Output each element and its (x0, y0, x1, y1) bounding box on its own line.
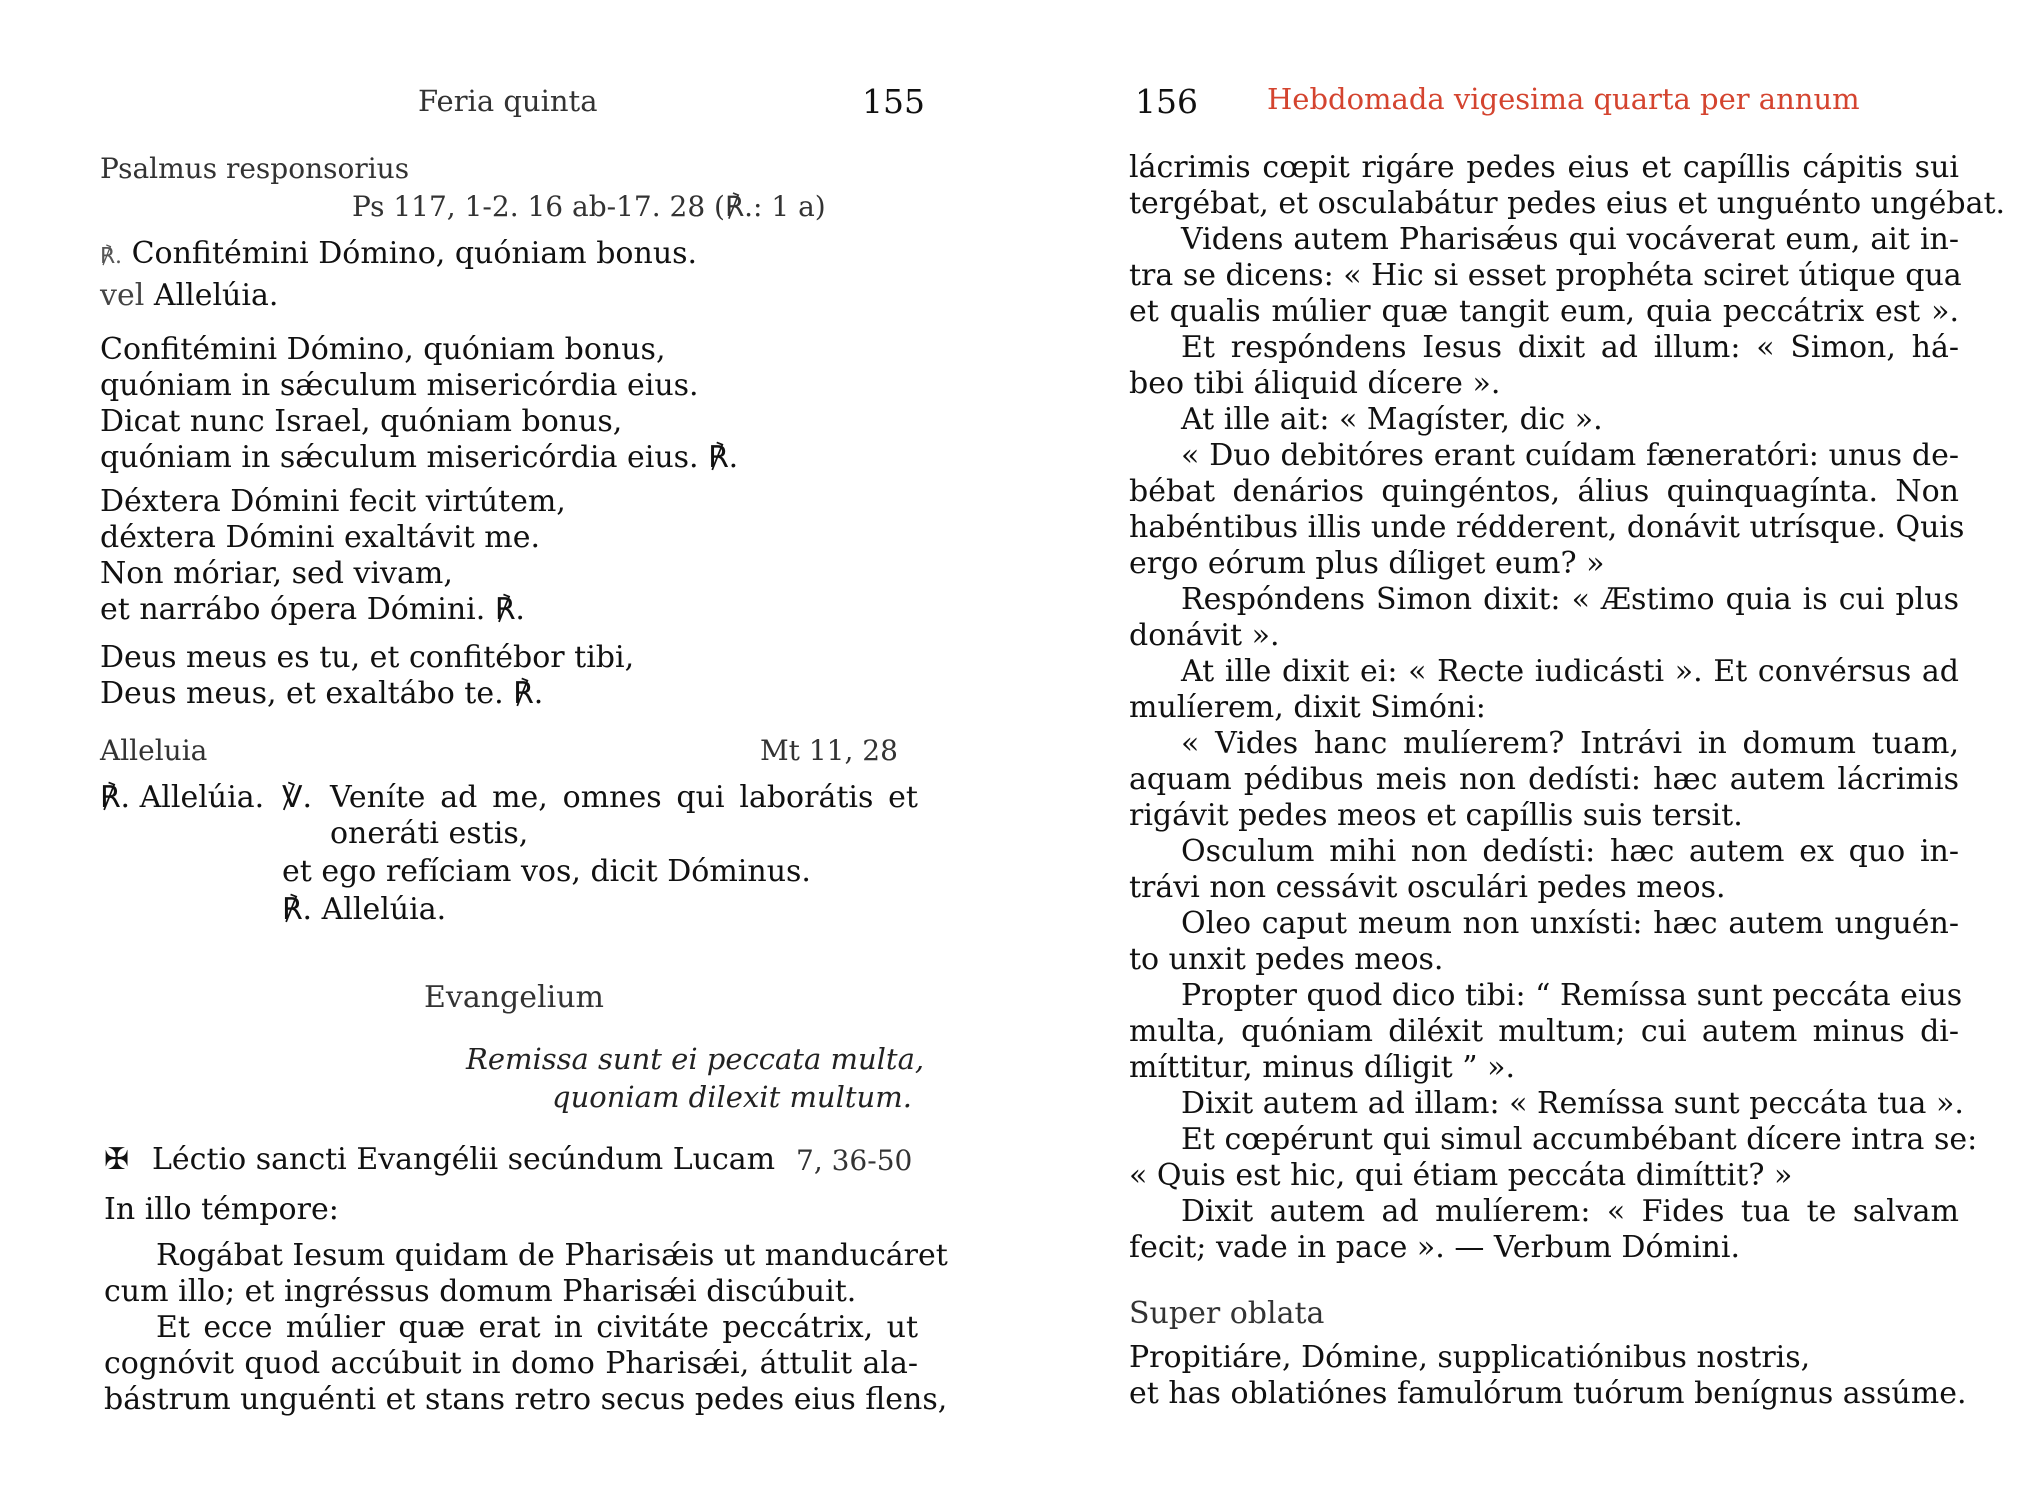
gospel-text-right (1129, 150, 2006, 1266)
response-symbol: ℟. (100, 244, 123, 269)
response-alt-text: Allelúia. (153, 278, 279, 313)
gospel-line: At ille ait: « Magíster, dic ». (1181, 402, 1603, 437)
stanza-line: Confitémini Dómino, quóniam bonus, (100, 332, 666, 367)
psalm-response (100, 236, 697, 275)
gospel-line: Propter quod dico tibi: “ Remíssa sunt peccáta eius (1181, 978, 1963, 1013)
stanza-line: Dicat nunc Israel, quóniam bonus, (100, 404, 623, 439)
gospel-line: Dixit autem ad mulíerem: « Fides tua te salvam (1181, 1194, 1959, 1229)
oblata-line: Propitiáre, Dómine, supplicatiónibus nostris, (1129, 1340, 1811, 1375)
gospel-line: tra se dicens: « Hic si esset prophéta sciret útique qua (1129, 258, 1962, 293)
running-header-left: Feria quinta (418, 84, 598, 118)
gospel-line: Osculum mihi non dedísti: hæc autem ex quo in- (1181, 834, 1959, 869)
gospel-line: ergo eórum plus díliget eum? » (1129, 546, 1605, 581)
gospel-line: « Vides hanc mulíerem? Intrávi in domum tuam, (1181, 726, 1959, 761)
gospel-line: Videns autem Pharisǽus qui vocáverat eum, ait in- (1181, 222, 1959, 257)
page-number-left: 155 (862, 82, 925, 121)
oblata-line: et has oblatiónes famulórum tuórum benígnus assúme. (1129, 1376, 1967, 1411)
stanza-line: déxtera Dómini exaltávit me. (100, 520, 541, 555)
lectio-heading: Léctio sancti Evangélii secúndum Lucam (152, 1142, 776, 1177)
gospel-line: mulíerem, dixit Simóni: (1129, 690, 1486, 725)
gospel-line: aquam pédibus meis non dedísti: hæc autem lácrimis (1129, 762, 1959, 797)
gospel-motto-line: Remissa sunt ei peccata multa, (466, 1042, 925, 1076)
psalm-stanza-2 (100, 484, 566, 628)
stanza-line: quóniam in sǽculum misericórdia eius. ℟. (100, 440, 739, 475)
psalm-reference: Ps 117, 1-2. 16 ab-17. 28 (℟.: 1 a) (352, 190, 826, 223)
running-header-right: Hebdomada vigesima quarta per annum (1267, 82, 1860, 116)
oblata-text (1129, 1340, 1966, 1412)
right-page (1011, 0, 2022, 1500)
alleluia-reference: Mt 11, 28 (760, 734, 898, 767)
cross-icon: ✠ (104, 1142, 130, 1177)
in-illo-tempore: In illo témpore: (104, 1192, 339, 1227)
psalm-response-alt (100, 278, 278, 314)
gospel-text-left (104, 1238, 948, 1418)
gospel-line: At ille dixit ei: « Recte iudicásti ». Et convérsus ad (1181, 654, 1959, 689)
alleluia-response: ℟. Allelúia. (100, 780, 265, 815)
psalm-stanza-1 (100, 332, 738, 476)
gospel-line: multa, quóniam diléxit multum; cui autem minus di- (1129, 1014, 1959, 1049)
gospel-line: bébat denários quingéntos, álius quinquagínta. Non (1129, 474, 1959, 509)
gospel-line: cognóvit quod accúbuit in domo Pharisǽi, áttulit ala- (104, 1346, 918, 1381)
gospel-line: tergébat, et osculabátur pedes eius et unguénto ungébat. (1129, 186, 2006, 221)
alleluia-verse-line: Veníte ad me, omnes qui laborátis et (330, 780, 918, 815)
stanza-line: et narrábo ópera Dómini. ℟. (100, 592, 525, 627)
gospel-line: Dixit autem ad illam: « Remíssa sunt peccáta tua ». (1181, 1086, 1964, 1121)
gospel-line: « Quis est hic, qui étiam peccáta dimíttit? » (1129, 1158, 1793, 1193)
gospel-line: lácrimis cœpit rigáre pedes eius et capíllis cápitis sui (1129, 150, 1959, 185)
stanza-line: Deus meus, et exaltábo te. ℟. (100, 676, 544, 711)
gospel-line: rigávit pedes meos et capíllis suis tersit. (1129, 798, 1743, 833)
gospel-line: to unxit pedes meos. (1129, 942, 1444, 977)
alleluia-verse-line: et ego refíciam vos, dicit Dóminus. (282, 854, 811, 889)
gospel-line: Rogábat Iesum quidam de Pharisǽis ut manducáret (156, 1238, 948, 1273)
gospel-line: et qualis múlier quæ tangit eum, quia peccátrix est ». (1129, 294, 1959, 329)
super-oblata-title: Super oblata (1129, 1296, 1325, 1331)
gospel-line: Oleo caput meum non unxísti: hæc autem unguén- (1181, 906, 1959, 941)
versicle-symbol: ℣. (282, 780, 313, 815)
gospel-line: Respóndens Simon dixit: « Æstimo quia is cui plus (1181, 582, 1959, 617)
page-number-right: 156 (1135, 82, 1198, 121)
gospel-line: Et cœpérunt qui simul accumbébant dícere intra se: (1181, 1122, 1978, 1157)
gospel-line: Et ecce múlier quæ erat in civitáte peccátrix, ut (156, 1310, 918, 1345)
stanza-line: quóniam in sǽculum misericórdia eius. (100, 368, 699, 403)
gospel-line: habéntibus illis unde rédderent, donávit utrísque. Quis (1129, 510, 1965, 545)
stanza-line: Non móriar, sed vivam, (100, 556, 453, 591)
gospel-line: fecit; vade in pace ». — Verbum Dómini. (1129, 1230, 1741, 1265)
gospel-motto-line: quoniam dilexit multum. (552, 1080, 912, 1114)
gospel-line: beo tibi áliquid dícere ». (1129, 366, 1501, 401)
alleluia-verse-line: oneráti estis, (330, 816, 529, 851)
stanza-line: Deus meus es tu, et confitébor tibi, (100, 640, 635, 675)
gospel-line: donávit ». (1129, 618, 1280, 653)
gospel-line: Et respóndens Iesus dixit ad illum: « Simon, há- (1181, 330, 1959, 365)
vel-label: vel (100, 278, 145, 313)
gospel-line: trávi non cessávit osculári pedes meos. (1129, 870, 1726, 905)
gospel-title: Evangelium (424, 980, 604, 1015)
alleluia-response-end: ℟. Allelúia. (282, 892, 447, 927)
alleluia-title: Alleluia (100, 734, 208, 767)
gospel-line: « Duo debitóres erant cuídam fæneratóri: unus de- (1181, 438, 1959, 473)
lectio-reference: 7, 36-50 (796, 1144, 913, 1177)
stanza-line: Déxtera Dómini fecit virtútem, (100, 484, 566, 519)
gospel-line: bástrum unguénti et stans retro secus pedes eius flens, (104, 1382, 948, 1417)
gospel-line: cum illo; et ingréssus domum Pharisǽi discúbuit. (104, 1274, 857, 1309)
psalm-stanza-3 (100, 640, 634, 712)
gospel-line: míttitur, minus díligit ” ». (1129, 1050, 1516, 1085)
psalm-title: Psalmus responsorius (100, 152, 410, 185)
response-text: Confitémini Dómino, quóniam bonus. (131, 236, 698, 271)
